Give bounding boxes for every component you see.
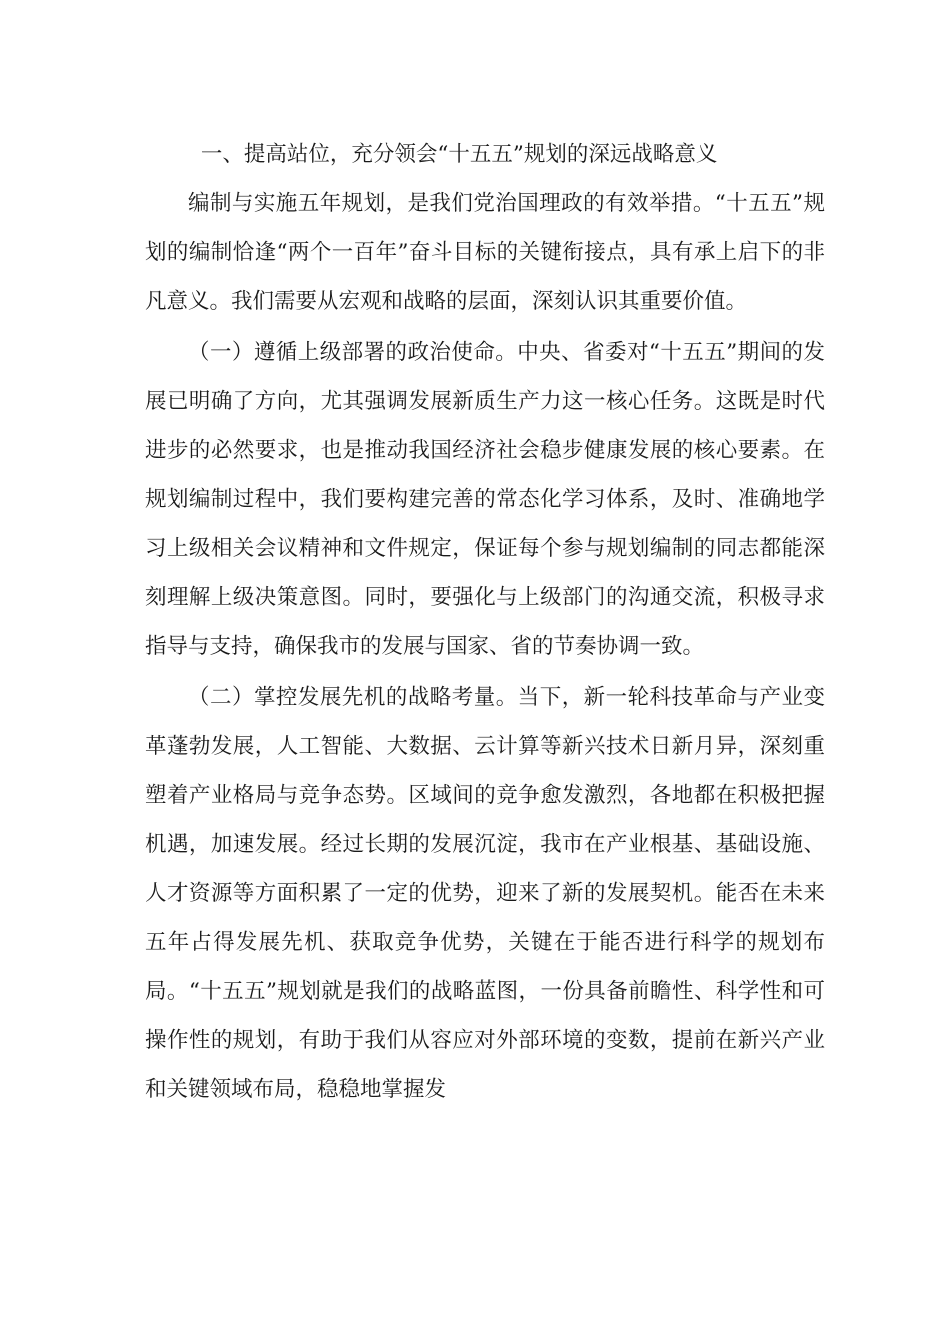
paragraph-point-two: （二）掌控发展先机的战略考量。当下，新一轮科技革命与产业变革蓬勃发展，人工智能、大数据、云计算等新兴技术日新月异，深刻重塑着产业格局与竞争态势。区域间的竞争愈发激烈，各地都在积极把握机遇，加速发展。经过长期的发展沉淀，我市在产业根基、基础设施、人才资源等方面积累了一定的优势，迎来了新的发展契机。能否在未来五年占得发展先机、获取竞争优势，关键在于能否进行科学的规划布局。“十五五”规划就是我们的战略蓝图，一份具备前瞻性、科学性和可操作性的规划，有助于我们从容应对外部环境的变数，提前在新兴产业和关键领域布局，稳稳地掌握发 bbox=[145, 685, 825, 1102]
document-body bbox=[145, 130, 825, 1114]
section-heading: 一、提高站位，充分领会“十五五”规划的深远战略意义 bbox=[200, 142, 718, 167]
paragraph-intro: 编制与实施五年规划，是我们党治国理政的有效举措。“十五五”规划的编制恰逢“两个一百年”奋斗目标的关键衔接点，具有承上启下的非凡意义。我们需要从宏观和战略的层面，深刻认识其重要价值。 bbox=[145, 191, 825, 314]
paragraph-point-one: （一）遵循上级部署的政治使命。中央、省委对“十五五”期间的发展已明确了方向，尤其强调发展新质生产力这一核心任务。这既是时代进步的必然要求，也是推动我国经济社会稳步健康发展的核心要素。在规划编制过程中，我们要构建完善的常态化学习体系，及时、准确地学习上级相关会议精神和文件规定，保证每个参与规划编制的同志都能深刻理解上级决策意图。同时，要强化与上级部门的沟通交流，积极寻求指导与支持，确保我市的发展与国家、省的节奏协调一致。 bbox=[145, 340, 825, 659]
